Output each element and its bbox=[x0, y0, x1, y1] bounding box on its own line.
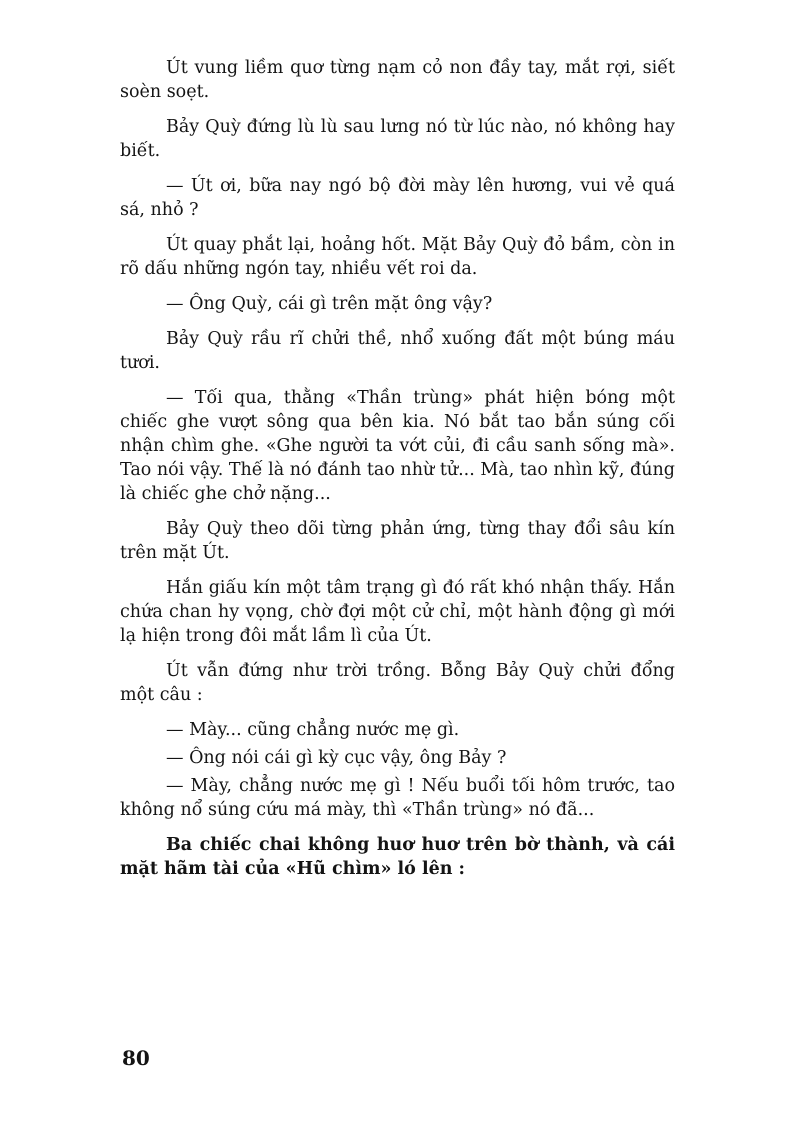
dialogue-line: — Mày... cũng chẳng nước mẹ gì. bbox=[166, 720, 460, 740]
paragraph: Ba chiếc chai không huơ huơ trên bờ thành, và cái mặt hãm tài của «Hũ chìm» ló lên : bbox=[120, 835, 675, 879]
dialogue-line: — Mày, chẳng nước mẹ gì ! Nếu buổi tối hôm trước, tao không nổ súng cứu má mày, thì «Thần trùng» nó đã... bbox=[120, 776, 675, 820]
dialogue-line: — Ông nói cái gì kỳ cục vậy, ông Bảy ? bbox=[166, 748, 507, 768]
book-page-text bbox=[120, 56, 675, 892]
dialogue-line: — Út ơi, bữa nay ngó bộ đời mày lên hương, vui vẻ quá sá, nhỏ ? bbox=[120, 176, 675, 220]
paragraph: Út vung liềm quơ từng nạm cỏ non đầy tay, mắt rợi, siết soèn soẹt. bbox=[120, 58, 675, 102]
paragraph: Út vẫn đứng như trời trồng. Bỗng Bảy Quỳ chửi đổng một câu : bbox=[120, 661, 675, 705]
paragraph: Bảy Quỳ rầu rĩ chửi thề, nhổ xuống đất một búng máu tươi. bbox=[120, 329, 675, 373]
page-number: 80 bbox=[122, 1046, 150, 1070]
paragraph: Hắn giấu kín một tâm trạng gì đó rất khó nhận thấy. Hắn chứa chan hy vọng, chờ đợi một cử chỉ, một hành động gì mới lạ hiện trong đôi mắt lầm lì của Út. bbox=[120, 578, 675, 646]
paragraph: Bảy Quỳ đứng lù lù sau lưng nó từ lúc nào, nó không hay biết. bbox=[120, 117, 675, 161]
dialogue-line: — Tối qua, thằng «Thần trùng» phát hiện bóng một chiếc ghe vượt sông qua bên kia. Nó bắt tao bắn súng cối nhận chìm ghe. «Ghe người ta vớt củi, đi cầu sanh sống mà». Tao nói vậy. Thế là nó đánh tao nhừ tử... Mà, tao nhìn kỹ, đúng là chiếc ghe chở nặng... bbox=[120, 388, 675, 504]
paragraph: Bảy Quỳ theo dõi từng phản ứng, từng thay đổi sâu kín trên mặt Út. bbox=[120, 519, 675, 563]
dialogue-line: — Ông Quỳ, cái gì trên mặt ông vậy? bbox=[166, 294, 493, 314]
paragraph: Út quay phắt lại, hoảng hốt. Mặt Bảy Quỳ đỏ bầm, còn in rõ dấu những ngón tay, nhiều vết roi da. bbox=[120, 235, 675, 279]
